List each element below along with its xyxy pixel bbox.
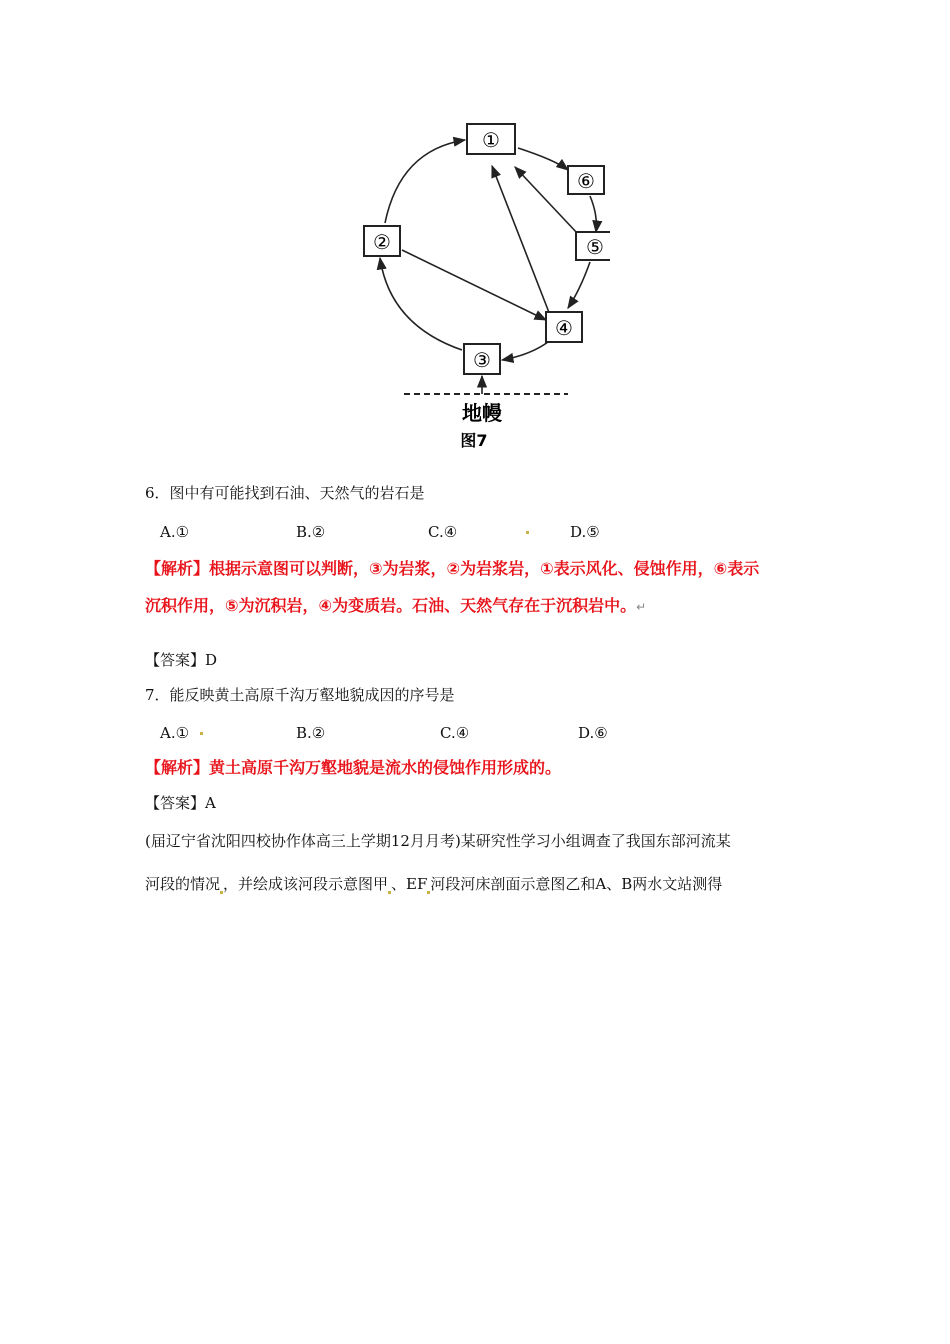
q7-option-c: C.④ xyxy=(440,724,470,742)
q6-option-a: A.① xyxy=(160,523,190,541)
q7-option-d: D.⑥ xyxy=(578,724,608,742)
node-6 xyxy=(568,166,604,194)
arrow-4-to-1 xyxy=(492,166,550,315)
node-1 xyxy=(467,124,515,154)
node-5 xyxy=(576,232,610,260)
q6-answer: 【答案】D xyxy=(145,651,218,669)
q7-option-b: B.② xyxy=(296,724,326,742)
rock-cycle-diagram xyxy=(340,110,610,455)
q6-option-c: C.④ xyxy=(428,523,458,541)
rock-cycle-svg xyxy=(340,110,610,455)
svg-text:③: ③ xyxy=(473,348,491,372)
svg-text:⑥: ⑥ xyxy=(577,169,595,193)
arc-1-to-6 xyxy=(518,148,568,170)
arrow-2-to-4 xyxy=(402,250,546,320)
q7-analysis: 【解析】黄土高原千沟万壑地貌是流水的侵蚀作用形成的。 xyxy=(145,758,562,777)
arc-4-to-3 xyxy=(502,342,548,360)
q6-option-b: B.② xyxy=(296,523,326,541)
q6-option-d: D.⑤ xyxy=(570,523,600,541)
q7-stem: 7．能反映黄土高原千沟万壑地貌成因的序号是 xyxy=(145,686,455,704)
q7-answer: 【答案】A xyxy=(145,794,216,812)
node-4 xyxy=(546,312,582,342)
svg-text:④: ④ xyxy=(555,316,573,340)
q6-analysis-line2: 沉积作用，⑤为沉积岩，④为变质岩。石油、天然气存在于沉积岩中。↵ xyxy=(145,596,647,615)
arc-5-to-4 xyxy=(568,262,590,308)
svg-text:②: ② xyxy=(373,230,391,254)
node-3 xyxy=(464,344,500,374)
node-2 xyxy=(364,226,400,256)
figure-caption: 图7 xyxy=(460,431,488,450)
svg-text:①: ① xyxy=(482,128,500,152)
arc-3-to-2 xyxy=(380,258,462,350)
passage-line2: 河段的情况 ，并绘成该河段示意图甲 、EF 河段河床剖面示意图乙和A、B两水文站测得 xyxy=(145,875,723,893)
q7-option-a: A.① xyxy=(160,724,190,742)
arc-6-to-5 xyxy=(590,196,596,232)
q6-analysis-line1: 【解析】根据示意图可以判断，③为岩浆，②为岩浆岩，①表示风化、侵蚀作用，⑥表示 xyxy=(145,559,760,578)
arc-2-to-1 xyxy=(385,140,465,223)
q6-stem: 6．图中有可能找到石油、天然气的岩石是 xyxy=(145,484,425,502)
mantle-label: 地幔 xyxy=(462,401,502,425)
return-mark: ↵ xyxy=(636,600,647,614)
passage-line1: (届辽宁省沈阳四校协作体高三上学期12月月考)某研究性学习小组调查了我国东部河流某 xyxy=(145,832,731,850)
svg-text:⑤: ⑤ xyxy=(586,235,604,259)
